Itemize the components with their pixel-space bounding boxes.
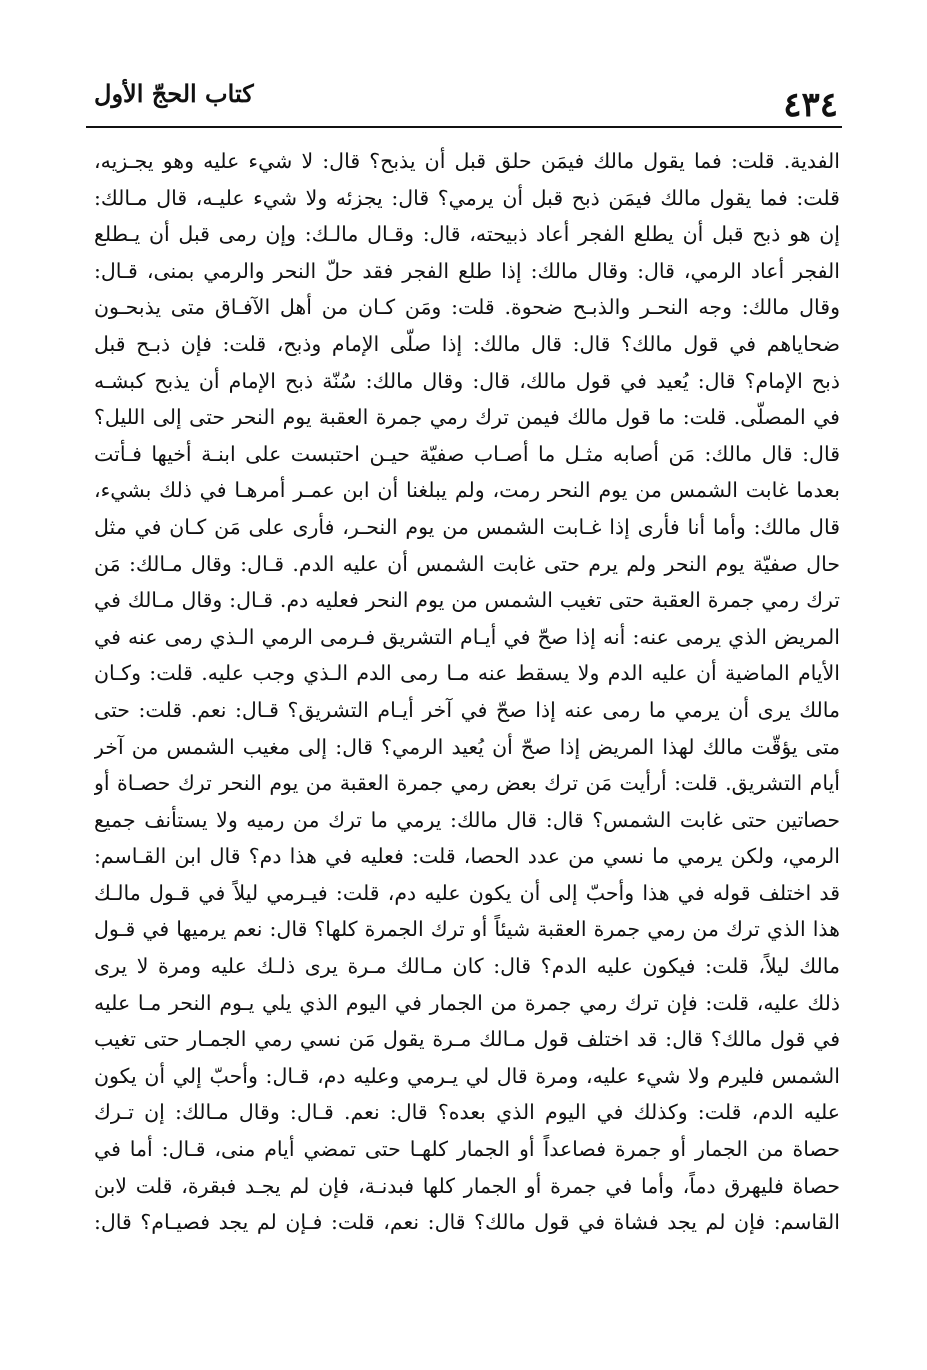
text-line: حصاة فليهرق دماً، وأما في جمرة أو الجمار كلها فبدنـة، فإن لم يجـد فبقرة، قلت لابن	[94, 1173, 840, 1198]
body-text	[94, 143, 840, 1241]
text-line: قال: قال مالك: مَن أصابه مثـل ما أصـاب صفيّة حيـن احتبست على ابنـة أخيها فـأتت	[94, 441, 840, 466]
text-line: ذلك عليه، قلت: فإن ترك رمي جمرة من الجمار في اليوم الذي يلي يـوم النحر مـا عليه	[94, 990, 840, 1015]
text-line: مالك ليلاً، قلت: فيكون عليه الدم؟ قال: كان مـالك مـرة يرى ذلـك عليه ومرة لا يرى	[94, 954, 840, 979]
text-line: في المصلّى. قلت: ما قول مالك فيمن ترك رمي جمرة العقبة يوم النحر حتى إلى الليل؟	[94, 405, 840, 430]
text-line: مالك يرى أن يرمي ما رمى عنه إذا صحّ في آخر أيـام التشريق؟ قـال: نعم. قلت: حتى	[94, 697, 840, 722]
text-line: الفدية. قلت: فما يقول مالك فيمَن حلق قبل أن يذبح؟ قال: لا شيء عليه وهو يجـزيه،	[94, 149, 840, 173]
text-line: حصاة من الجمار أو جمرة فصاعداً أو الجمار كلهـا حتى تمضي أيام منى، قـال: أما في	[94, 1137, 840, 1162]
text-line: أيام التشريق. قلت: أرأيت مَن ترك بعض رمي جمرة العقبة من يوم النحر ترك حصـاة أو	[94, 771, 840, 796]
text-line: حال صفيّة يوم النحر ولم يرم حتى غابت الشمس أن عليه الدم. قـال: وقال مـالك: مَن	[94, 551, 840, 576]
text-line: عليه الدم، قلت: وكذلك في اليوم الذي بعده؟ قال: نعم. قـال: وقال مـالك: إن تـرك	[94, 1100, 840, 1125]
text-line: وقال مالك: وجه النحـر والذبـح ضحوة. قلت: ومَن كـان من أهل الآفـاق متى يذبحـون	[94, 295, 840, 320]
text-line: قلت: فما يقول مالك فيمَن ذبح قبل أن يرمي؟ قال: يجزئه ولا شيء عليـه، قال مـالك:	[94, 185, 840, 210]
text-line: الرمي، ولكن يرمي ما نسي من عدد الحصا، قلت: فعليه في هذا دم؟ قال ابن القـاسم:	[94, 844, 840, 869]
text-line: ترك رمي جمرة العقبة حتى تغيب الشمس من يوم النحر فعليه دم. قـال: وقال مـالك في	[94, 588, 840, 613]
page-number: ٤٣٤	[783, 85, 838, 125]
text-line: حصاتين حتى غابت الشمس؟ قال: قال مالك: يرمي ما ترك من رميه ولا يستأنف جميع	[94, 807, 840, 832]
page-header	[86, 70, 842, 128]
text-line: هذا الذي ترك من رمي جمرة العقبة شيئاً أو ترك الجمرة كلها؟ قال: نعم يرميها في قـول	[94, 917, 840, 942]
text-line: الشمس فليرم ولا شيء عليه، ومرة قال لي يـرمي وعليه دم، قـال: وأحبّ إلي أن يكون	[94, 1063, 840, 1088]
book-title: كتاب الحجّ الأول	[94, 79, 254, 108]
text-line: إن هو ذبح قبل أن يطلع الفجر أعاد ذبيحته، قال: وقـال مالـك: وإن رمى قبل أن يـطلع	[94, 222, 840, 247]
text-line: متى يؤقّت مالك لهذا المريض إذا صحّ أن يُعيد الرمي؟ قال: إلى مغيب الشمس من آخر	[94, 734, 840, 759]
text-line: القاسم: فإن لم يجد فشاة في قول مالك؟ قال: نعم، قلت: فـإن لم يجد فصيـام؟ قال:	[94, 1210, 840, 1235]
text-line: الأيام الماضية أن عليه الدم ولا يسقط عنه مـا رمى الدم الـذي وجب عليه. قلت: وكـان	[94, 661, 840, 686]
text-line: الفجر أعاد الرمي، قال: وقال مالك: إذا طلع الفجر فقد حلّ النحر والرمي بمنى، قـال:	[94, 258, 840, 283]
text-line: المريض الذي يرمى عنه: أنه إذا صحّ في أيـام التشريق فـرمى الرمي الـذي رمى عنه في	[94, 624, 840, 649]
text-line: ذبح الإمام؟ قال: يُعيد في قول مالك، قال: وقال مالك: سُنّة ذبح الإمام أن يذبح كبشـه	[94, 368, 840, 393]
text-line: في قول مالك؟ قال: قد اختلف قول مـالك مـرة يقول مَن نسي رمي الجمـار حتى تغيب	[94, 1027, 840, 1052]
text-line: قال مالك: وأما أنا فأرى إذا غـابت الشمس من يوم النحـر، فأرى على مَن كـان في مثل	[94, 514, 840, 539]
text-line: بعدما غابت الشمس من يوم النحر رمت، ولم يبلغنا أن ابن عمـر أمرهـا في ذلك بشيء،	[94, 478, 840, 503]
text-line: قد اختلف قوله في هذا وأحبّ إلى أن يكون عليه دم، قلت: فيـرمي ليلاً في قـول مالـك	[94, 880, 840, 905]
text-line: ضحاياهم في قول مالك؟ قال: قال مالك: إذا صلّى الإمام وذبح، قلت: فإن ذبـح قبل	[94, 331, 840, 356]
